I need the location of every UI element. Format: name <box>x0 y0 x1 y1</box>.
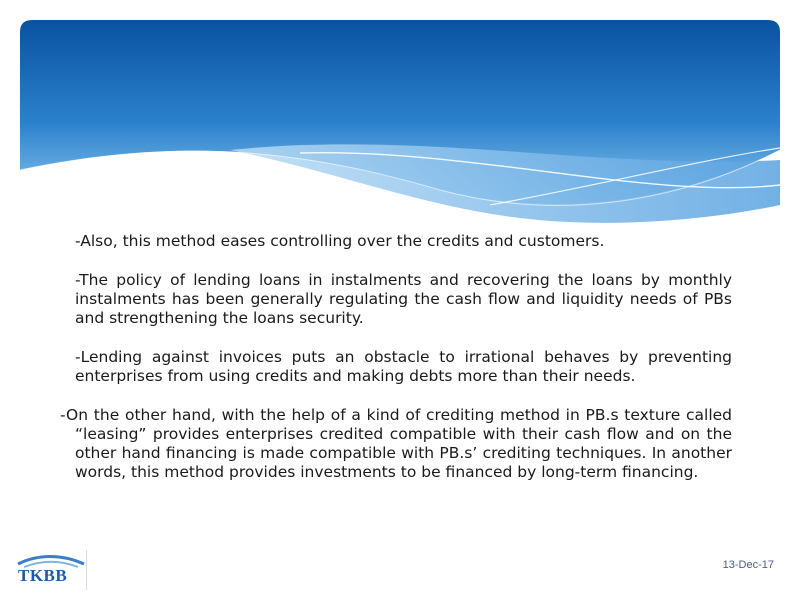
header-banner <box>0 0 800 230</box>
logo-divider <box>86 550 87 590</box>
slide-date: 13-Dec-17 <box>722 559 774 571</box>
body-paragraph: -On the other hand, with the help of a kind of crediting method in PB.s texture called “leasing” provides enterprises credited compatible with their cash flow and on the other hand financing is made compatible with PB.s’ crediting techniques. In another words, this method provides investments to be financed by long-term financing. <box>60 406 732 481</box>
logo-text: TKBB <box>18 566 68 585</box>
body-paragraph: -Also, this method eases controlling over the credits and customers. <box>75 232 605 250</box>
slide-body <box>60 230 732 502</box>
body-paragraph: -The policy of lending loans in instalments and recovering the loans by monthly instalments has been generally regulating the cash flow and liquidity needs of PBs and strengthening the loans security. <box>75 271 732 327</box>
body-paragraph: -Lending against invoices puts an obstacle to irrational behaves by preventing enterprises from using credits and making debts more than their needs. <box>75 348 732 385</box>
